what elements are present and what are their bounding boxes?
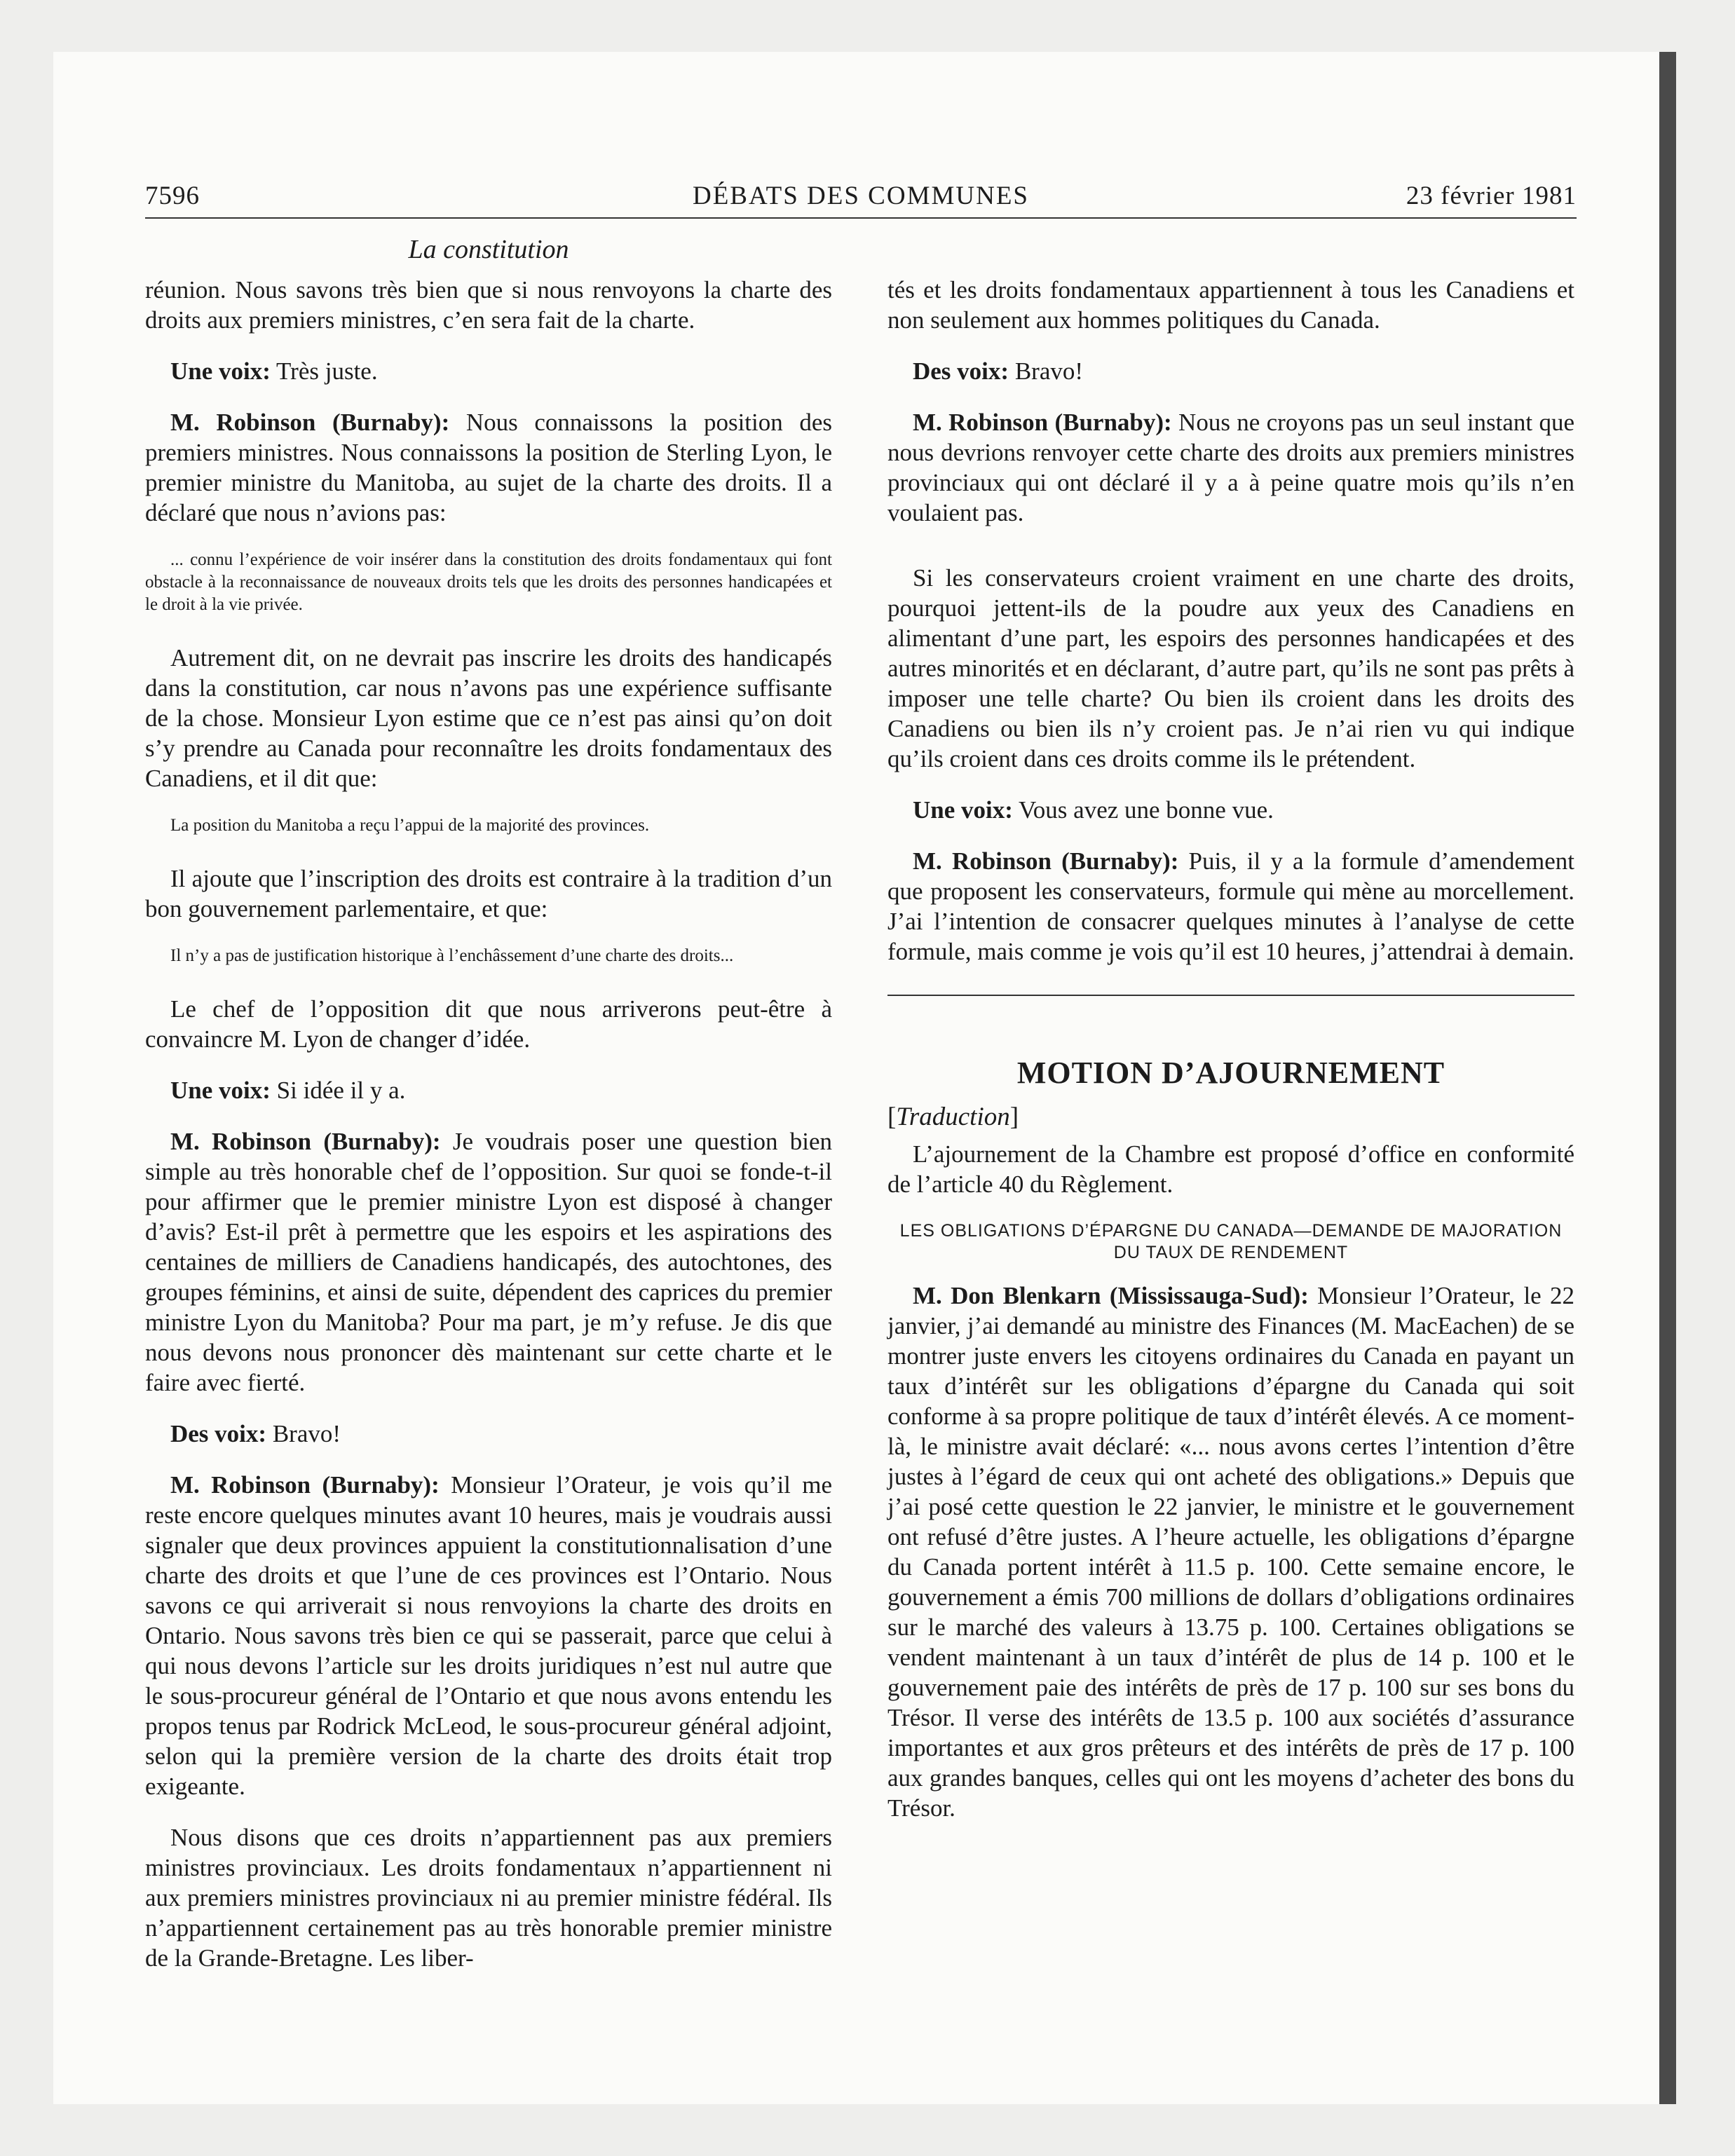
speech-paragraph [887, 356, 1574, 386]
speech-text: Nous ne croyons pas un seul instant que nous devrions renvoyer cette charte des droits aux premiers ministres provinciaux qui ont déclaré il y a à peine quatre mois qu’ils n’en voulaient pas. [887, 409, 1575, 526]
left-column [145, 275, 832, 1994]
running-head: La constitution [408, 235, 569, 264]
paragraph: tés et les droits fondamentaux appartiennent à tous les Canadiens et non seulement aux hommes politiques du Canada. [887, 276, 1574, 334]
speech-text: Très juste. [270, 357, 378, 385]
speech-text: Puis, il y a la formule d’amendement que proposent les conservateurs, formule qui mène au morcellement. J’ai l’intention de consacrer quelques minutes à l’analyse de cette formule, mais comme je vois qu’il est 10 heures, j’attendrai à demain. [887, 847, 1575, 965]
speaker-name: M. Robinson (Burnaby): [170, 409, 450, 436]
speaker-name: M. Don Blenkarn (Mississauga-Sud): [913, 1282, 1309, 1309]
paragraph: réunion. Nous savons très bien que si nous renvoyons la charte des droits aux premiers ministres, c’en sera fait de la charte. [145, 276, 832, 334]
block-quote: La position du Manitoba a reçu l’appui de la majorité des provinces. [170, 816, 650, 835]
publication-title: DÉBATS DES COMMUNES [692, 182, 1029, 210]
page-number: 7596 [145, 182, 200, 210]
section-divider [887, 995, 1574, 996]
speech-paragraph [145, 1419, 832, 1449]
speaker-name: M. Robinson (Burnaby): [170, 1471, 440, 1499]
paragraph: Le chef de l’opposition dit que nous arriverons peut-être à convaincre M. Lyon de changer d’idée. [145, 995, 832, 1053]
speech-paragraph [887, 795, 1574, 825]
speaker-name: Une voix: [170, 357, 271, 385]
paragraph: Nous disons que ces droits n’appartiennent pas aux premiers ministres provinciaux. Les droits fondamentaux n’appartiennent ni aux premiers ministres provinciaux ni au premier ministre fédéral. Ils n’appartiennent certainement pas au très honorable premier ministre de la Grande-Bretagne. Les liber- [145, 1824, 832, 1972]
paragraph: Autrement dit, on ne devrait pas inscrire les droits des handicapés dans la constitution, car nous n’avons pas une expérience suffisante de la chose. Monsieur Lyon estime que ce n’est pas ainsi qu’on doit s’y prendre au Canada pour reconnaître les droits fondamentaux des Canadiens, et il dit que: [145, 644, 832, 792]
speaker-name: Une voix: [913, 796, 1013, 824]
speech-paragraph [145, 407, 832, 528]
block-quote: Il n’y a pas de justification historique à l’enchâssement d’une charte des droits... [170, 946, 734, 965]
speech-text: Je voudrais poser une question bien simple au très honorable chef de l’opposition. Sur quoi se fonde-t-il pour affirmer que le premier ministre Lyon est disposé à changer d’avis? Est-il prêt à permettre que les espoirs et les aspirations des centaines de milliers de Canadiens handicapés, des autochtones, des groupes féminins, et ainsi de suite, dépendent des caprices du premier ministre Lyon du Manitoba? Pour ma part, je m’y refuse. Je dis que nous devons nous prononcer dès maintenant sur cette charte et le faire avec fierté. [145, 1128, 832, 1396]
speech-text: Bravo! [1009, 357, 1084, 385]
speech-text: Nous connaissons la position des premiers ministres. Nous connaissons la position de Sterling Lyon, le premier ministre du Manitoba, au sujet de la charte des droits. Il a déclaré que nous n’avions pas: [145, 409, 832, 526]
speech-paragraph [887, 1281, 1574, 1823]
speech-paragraph [145, 1126, 832, 1398]
right-column [887, 275, 1574, 1844]
block-quote: ... connu l’expérience de voir insérer dans la constitution des droits fondamentaux qui font obstacle à la reconnaissance de nouveaux droits tels que les droits des personnes handicapées et le droit à la vie privée. [145, 550, 832, 614]
speaker-name: Des voix: [913, 357, 1009, 385]
section-title: MOTION D’AJOURNEMENT [1016, 1056, 1445, 1090]
scan-edge-bar [1659, 52, 1676, 2104]
speech-paragraph [145, 1075, 832, 1105]
page-header [145, 178, 1577, 219]
speech-paragraph [887, 407, 1574, 528]
speech-text: Si idée il y a. [270, 1077, 406, 1104]
paragraph: L’ajournement de la Chambre est proposé d’office en conformité de l’article 40 du Règlement. [887, 1140, 1574, 1198]
speech-text: Monsieur l’Orateur, je vois qu’il me reste encore quelques minutes avant 10 heures, mais je voudrais aussi signaler que deux provinces appuient la constitutionnalisation d’une charte des droits et que l’une de ces provinces est l’Ontario. Nous savons ce qui arriverait si nous renvoyions la charte des droits en Ontario. Nous savons très bien ce qui se passerait, parce que celui à qui nous devons l’article sur les droits juridiques n’est nul autre que le sous-procureur général de l’Ontario et que nous avons entendu les propos tenus par Rodrick McLeod, le sous-procureur général adjoint, selon qui la première version de la charte des droits était trop exigeante. [145, 1471, 833, 1800]
paragraph: Si les conservateurs croient vraiment en une charte des droits, pourquoi jettent-ils de la poudre aux yeux des Canadiens en alimentant d’une part, les espoirs des personnes handicapées et des autres minorités et en déclarant, d’autre part, qu’ils ne sont pas prêts à imposer une telle charte? Ou bien ils croient dans les droits des Canadiens ou bien ils n’y croient pas. Je n’ai rien vu qui indique qu’ils croient dans ces droits comme ils le prétendent. [887, 564, 1574, 772]
subsection-heading: LES OBLIGATIONS D’ÉPARGNE DU CANADA—DEMANDE DE MAJORATION DU TAUX DE RENDEMENT [899, 1221, 1563, 1262]
speaker-name: M. Robinson (Burnaby): [913, 847, 1179, 875]
speaker-name: Une voix: [170, 1077, 271, 1104]
speech-text: Bravo! [266, 1420, 341, 1447]
speaker-name: Des voix: [170, 1420, 267, 1447]
speech-paragraph [145, 1470, 832, 1801]
paragraph: Il ajoute que l’inscription des droits est contraire à la tradition d’un bon gouvernement parlementaire, et que: [145, 865, 832, 922]
translation-tag: [Traduction] [887, 1103, 1019, 1131]
translation-tag-text: Traduction [896, 1103, 1010, 1131]
speech-paragraph [145, 356, 832, 386]
speech-text: Vous avez une bonne vue. [1012, 796, 1274, 824]
speaker-name: M. Robinson (Burnaby): [170, 1128, 441, 1155]
speaker-name: M. Robinson (Burnaby): [913, 409, 1172, 436]
publication-date: 23 février 1981 [1406, 182, 1577, 210]
speech-text: Monsieur l’Orateur, le 22 janvier, j’ai demandé au ministre des Finances (M. MacEachen) de se montrer juste envers les citoyens ordinaires du Canada en payant un taux d’intérêt sur les obligations d’épargne du Canada qui soit conforme à sa propre politique de taux d’intérêt élevés. A ce moment-là, le ministre avait déclaré: «... nous avons certes l’intention d’être justes à l’égard de ceux qui ont acheté des obligations.» Depuis que j’ai posé cette question le 22 janvier, le ministre et le gouvernement ont refusé d’être justes. A l’heure actuelle, les obligations d’épargne du Canada portent intérêt à 11.5 p. 100. Cette semaine encore, le gouvernement a émis 700 millions de dollars d’obligations ordinaires sur le marché des valeurs à 13.75 p. 100. Certaines obligations se vendent maintenant à un taux d’intérêt de plus de 14 p. 100 et le gouvernement paie des intérêts de près de 17 p. 100 sur ses bons du Trésor. Il verse des intérêts de 13.5 p. 100 aux sociétés d’assurance importantes et aux gros prêteurs et des intérêts de près de 17 p. 100 aux grandes banques, celles qui ont les moyens d’acheter des bons du Trésor. [887, 1282, 1574, 1822]
speech-paragraph [887, 846, 1574, 967]
